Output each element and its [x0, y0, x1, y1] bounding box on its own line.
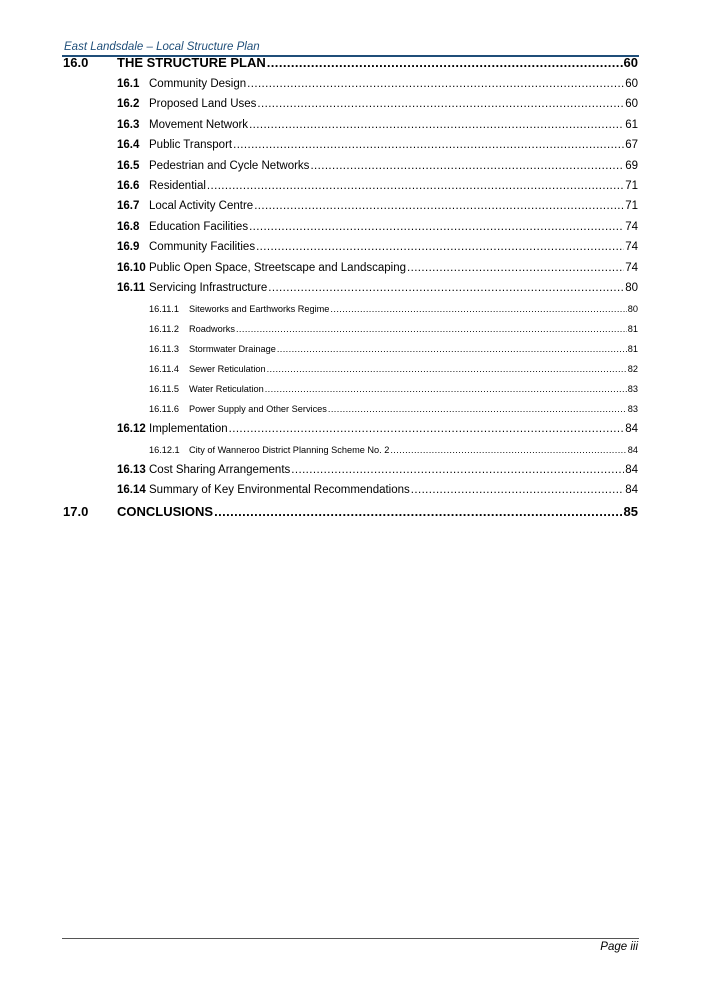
- toc-entry-title: Proposed Land Uses: [149, 98, 257, 110]
- dot-leader: [247, 78, 624, 90]
- toc-entry-16-11-5[interactable]: [149, 384, 638, 394]
- toc-entry-page: 60: [625, 98, 638, 110]
- toc-entry-16-6[interactable]: [117, 180, 638, 192]
- page-number: Page iii: [600, 941, 638, 953]
- toc-entry-17-0[interactable]: [63, 504, 638, 519]
- dot-leader: [257, 98, 624, 110]
- toc-entry-page: 82: [627, 364, 638, 374]
- toc-entry-title: City of Wanneroo District Planning Scheme No. 2: [189, 445, 390, 455]
- toc-entry-16-7[interactable]: [117, 200, 638, 212]
- toc-entry-16-12-1[interactable]: [149, 445, 638, 455]
- dot-leader: [249, 221, 624, 233]
- footer-divider: [62, 938, 639, 939]
- dot-leader: [277, 344, 627, 354]
- toc-entry-page: 60: [623, 55, 638, 70]
- toc-entry-title: Public Open Space, Streetscape and Landscaping: [149, 262, 407, 274]
- dot-leader: [267, 55, 623, 70]
- toc-entry-16-11-4[interactable]: [149, 364, 638, 374]
- document-header-title: East Landsdale – Local Structure Plan: [64, 41, 260, 53]
- toc-entry-page: 80: [625, 282, 638, 294]
- toc-entry-title: Cost Sharing Arrangements: [149, 464, 291, 476]
- toc-entry-title: Water Reticulation: [189, 384, 264, 394]
- dot-leader: [214, 504, 622, 519]
- dot-leader: [291, 464, 624, 476]
- toc-entry-number: 16.1: [117, 78, 140, 90]
- toc-entry-number: 16.11.4: [149, 364, 179, 374]
- toc-entry-16-4[interactable]: [117, 139, 638, 151]
- toc-entry-page: 80: [627, 304, 638, 314]
- toc-entry-16-13[interactable]: [117, 464, 638, 476]
- toc-entry-page: 74: [625, 221, 638, 233]
- toc-entry-page: 69: [625, 160, 638, 172]
- toc-entry-number: 16.11: [117, 282, 146, 294]
- toc-entry-page: 84: [625, 423, 638, 435]
- toc-entry-page: 71: [625, 200, 638, 212]
- toc-entry-title: THE STRUCTURE PLAN: [117, 55, 266, 70]
- dot-leader: [249, 119, 624, 131]
- toc-entry-16-8[interactable]: [117, 221, 638, 233]
- toc-entry-16-5[interactable]: [117, 160, 638, 172]
- dot-leader: [233, 139, 624, 151]
- toc-entry-page: 71: [625, 180, 638, 192]
- toc-entry-page: 84: [625, 484, 638, 496]
- toc-entry-number: 16.11.3: [149, 344, 179, 354]
- toc-entry-page: 81: [627, 324, 638, 334]
- toc-entry-page: 74: [625, 241, 638, 253]
- toc-entry-page: 81: [627, 344, 638, 354]
- dot-leader: [229, 423, 625, 435]
- toc-entry-title: Residential: [149, 180, 206, 192]
- toc-entry-title: Roadworks: [189, 324, 235, 334]
- toc-entry-number: 16.8: [117, 221, 140, 233]
- toc-entry-title: Pedestrian and Cycle Networks: [149, 160, 310, 172]
- toc-entry-title: Community Design: [149, 78, 247, 90]
- toc-entry-title: Power Supply and Other Services: [189, 404, 327, 414]
- toc-entry-page: 84: [627, 445, 638, 455]
- toc-entry-page: 60: [625, 78, 638, 90]
- dot-leader: [310, 160, 624, 172]
- toc-entry-number: 16.12: [117, 423, 146, 435]
- dot-leader: [267, 364, 627, 374]
- toc-entry-number: 16.11.2: [149, 324, 179, 334]
- toc-entry-page: 61: [625, 119, 638, 131]
- toc-entry-title: Servicing Infrastructure: [149, 282, 268, 294]
- dot-leader: [236, 324, 627, 334]
- toc-entry-page: 85: [623, 504, 638, 519]
- toc-entry-title: Implementation: [149, 423, 228, 435]
- toc-entry-title: Education Facilities: [149, 221, 249, 233]
- toc-entry-number: 17.0: [63, 504, 89, 519]
- toc-entry-number: 16.0: [63, 55, 89, 70]
- toc-entry-page: 83: [627, 404, 638, 414]
- toc-entry-title: Public Transport: [149, 139, 233, 151]
- toc-entry-16-3[interactable]: [117, 119, 638, 131]
- toc-entry-16-11-3[interactable]: [149, 344, 638, 354]
- toc-entry-number: 16.11.1: [149, 304, 179, 314]
- toc-entry-16-11-2[interactable]: [149, 324, 638, 334]
- toc-entry-16-14[interactable]: [117, 484, 638, 496]
- toc-entry-number: 16.11.5: [149, 384, 179, 394]
- toc-entry-title: Sewer Reticulation: [189, 364, 266, 374]
- toc-entry-16-12[interactable]: [117, 423, 638, 435]
- toc-entry-number: 16.6: [117, 180, 140, 192]
- toc-entry-number: 16.7: [117, 200, 140, 212]
- toc-entry-number: 16.11.6: [149, 404, 179, 414]
- dot-leader: [268, 282, 624, 294]
- dot-leader: [256, 241, 624, 253]
- toc-entry-title: CONCLUSIONS: [117, 504, 214, 519]
- toc-entry-page: 74: [625, 262, 638, 274]
- toc-entry-number: 16.9: [117, 241, 140, 253]
- toc-entry-title: Movement Network: [149, 119, 249, 131]
- toc-entry-number: 16.13: [117, 464, 146, 476]
- dot-leader: [207, 180, 624, 192]
- dot-leader: [407, 262, 624, 274]
- toc-entry-16-10[interactable]: [117, 262, 638, 274]
- toc-entry-page: 84: [625, 464, 638, 476]
- toc-entry-title: Local Activity Centre: [149, 200, 254, 212]
- toc-entry-16-1[interactable]: [117, 78, 638, 90]
- toc-entry-16-2[interactable]: [117, 98, 638, 110]
- toc-entry-16-9[interactable]: [117, 241, 638, 253]
- toc-entry-title: Summary of Key Environmental Recommendations: [149, 484, 410, 496]
- toc-entry-page: 67: [625, 139, 638, 151]
- toc-entry-number: 16.14: [117, 484, 146, 496]
- dot-leader: [254, 200, 624, 212]
- toc-entry-16-11-1[interactable]: [149, 304, 638, 314]
- dot-leader: [390, 445, 626, 455]
- dot-leader: [411, 484, 624, 496]
- toc-entry-number: 16.10: [117, 262, 146, 274]
- toc-entry-number: 16.12.1: [149, 445, 180, 455]
- toc-entry-16-0[interactable]: [63, 55, 638, 70]
- toc-entry-number: 16.3: [117, 119, 140, 131]
- dot-leader: [328, 404, 627, 414]
- toc-entry-title: Community Facilities: [149, 241, 256, 253]
- dot-leader: [265, 384, 627, 394]
- toc-entry-16-11-6[interactable]: [149, 404, 638, 414]
- toc-entry-title: Stormwater Drainage: [189, 344, 276, 354]
- toc-entry-number: 16.5: [117, 160, 140, 172]
- toc-entry-page: 83: [627, 384, 638, 394]
- toc-entry-16-11[interactable]: [117, 282, 638, 294]
- dot-leader: [330, 304, 626, 314]
- toc-entry-number: 16.2: [117, 98, 140, 110]
- toc-entry-title: Siteworks and Earthworks Regime: [189, 304, 330, 314]
- toc-entry-number: 16.4: [117, 139, 140, 151]
